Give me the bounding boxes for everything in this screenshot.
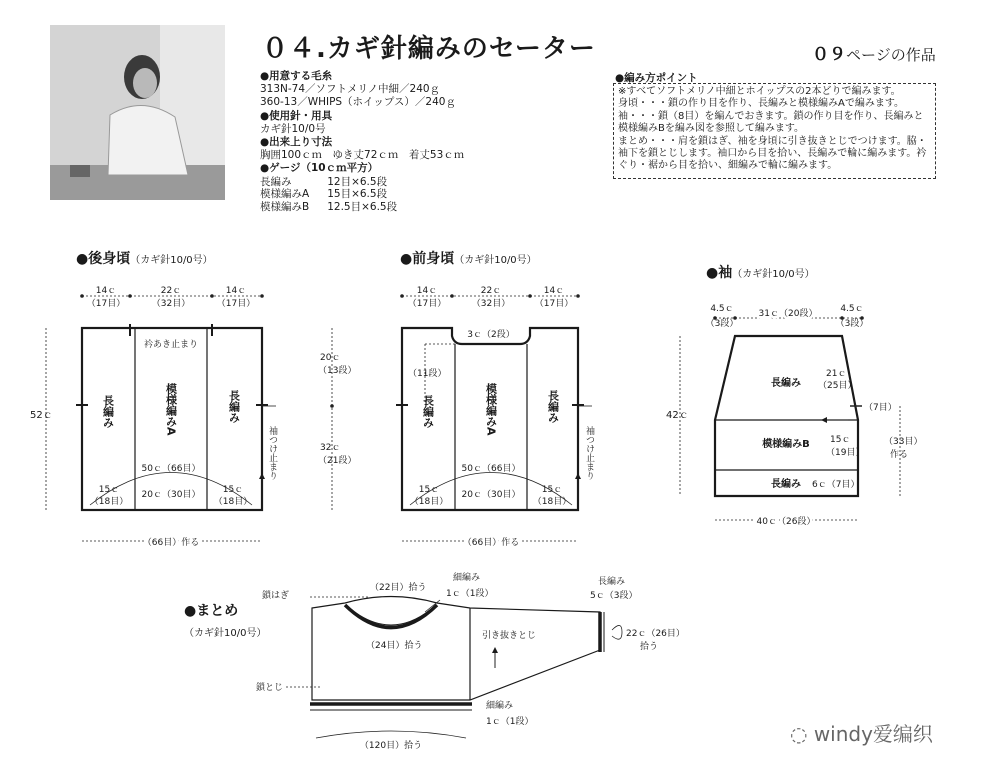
front-lower-height: 32ｃ <box>320 443 341 453</box>
back-width-left-stitches: （17目） <box>86 299 126 309</box>
front-bottom-right: 15ｃ <box>541 485 563 495</box>
assembly-hosoami-bottom: 細編み <box>486 701 514 711</box>
sleeve-rows-make: （33目） <box>884 437 923 447</box>
back-heading-text: ●後身頃 <box>76 251 131 267</box>
assembly-needle: （カギ針10/0号） <box>184 628 267 639</box>
back-height: 52ｃ <box>30 410 53 421</box>
back-bottom-left: 15ｃ <box>98 485 120 495</box>
sleeve-top-left: 4.5ｃ <box>710 304 734 314</box>
back-bottom-mid: 20ｃ（30目） <box>141 490 201 500</box>
back-panel-right: 長編み <box>227 390 241 423</box>
back-width-right: 14ｃ <box>225 286 247 296</box>
gauge-heading: ●ゲージ（10ｃｍ平方） <box>260 162 379 175</box>
back-width-left: 14ｃ <box>95 286 117 296</box>
sleeve-top-left-rows: （3段） <box>705 319 739 329</box>
back-cast-on: （66目）作る <box>142 538 200 548</box>
front-width-right-stitches: （17目） <box>534 299 574 309</box>
sleeve-make: 作る <box>890 450 909 460</box>
size-text: 胸囲100ｃｍ ゆき丈72ｃｍ 着丈53ｃｍ <box>260 149 465 162</box>
front-panel-left: 長編み <box>421 395 435 428</box>
assembly-hosoami-bottom-rows: 1ｃ（1段） <box>486 717 534 727</box>
gauge-value: 12.5目×6.5段 <box>327 200 398 213</box>
yarn-line-2: 360-13／WHIPS（ホイップス）／240ｇ <box>260 96 456 109</box>
points-box: ※すべてソフトメリノ中細とホイップスの2本どりで編みます。 身頃・・・鎖の作り目を作り、長編みと模様編みAで編みます。 袖・・・鎖（8目）を編んでおきます。鎖の作り目を作り、長編みと模様編みBを編み図を参照して編みます。 まとめ・・・肩を鎖はぎ、袖を身頃に引き抜きとじでつけます。脇・袖下を鎖とじします。袖口から目を拾い、長編みで輪に編みます。衿ぐり・裾から目を拾い、細編みで輪に編みます。 <box>613 83 936 179</box>
assembly-cuff: 22ｃ（26目） <box>626 629 685 639</box>
size-heading: ●出来上り寸法 <box>260 136 333 149</box>
back-neck-stop: 衿あき止まり <box>143 340 199 350</box>
sleeve-mid-height: 15ｃ <box>830 435 851 445</box>
assembly-diagram <box>256 571 685 751</box>
assembly-chouami: 長編み <box>598 577 626 587</box>
yarn-line-1: 313N-74／ソフトメリノ中細／240ｇ <box>260 83 441 96</box>
sleeve-height: 42ｃ <box>666 410 689 421</box>
assembly-hikinuki: 引き抜きとじ <box>482 631 537 641</box>
assembly-chouami-rows: 5ｃ（3段） <box>590 591 638 601</box>
front-width-left-stitches: （17目） <box>407 299 447 309</box>
sleeve-bottom-right: 6ｃ（7目） <box>812 480 860 490</box>
watermark <box>790 718 933 747</box>
sleeve-top-right-rows: （3段） <box>835 319 869 329</box>
back-sleeve-stop: 袖つけ止まり <box>267 426 277 480</box>
front-bottom-total: 50ｃ（66目） <box>461 464 521 474</box>
front-bottom-left-stitches: （18目） <box>409 497 449 507</box>
assembly-kusari-hagi: 鎖はぎ <box>262 591 290 601</box>
sleeve-pattern-b: 模様編みB <box>762 439 810 450</box>
tools-text: カギ針10/0号 <box>260 122 326 135</box>
sleeve-mid-rows: （19目） <box>826 448 865 458</box>
assembly-hosoami-top: 細編み <box>453 573 481 583</box>
gauge-value: 15目×6.5段 <box>327 188 388 201</box>
back-width-mid: 22ｃ <box>160 286 182 296</box>
page-number: ０９ <box>812 45 846 65</box>
back-bottom-left-stitches: （18目） <box>89 497 129 507</box>
sleeve-top-mid: 31ｃ（20段） <box>758 309 818 319</box>
gauge-name: 長編み <box>260 175 292 188</box>
back-needle: （カギ針10/0号） <box>130 255 213 266</box>
front-panel-right: 長編み <box>546 390 560 423</box>
gauge-value: 12目×6.5段 <box>327 175 388 188</box>
back-panel-mid: 模様編みA <box>164 383 178 436</box>
front-width-mid-stitches: （32目） <box>471 299 511 309</box>
sleeve-needle: （カギ針10/0号） <box>732 269 815 280</box>
front-bottom-mid: 20ｃ（30目） <box>461 490 521 500</box>
front-cast-on: （66目）作る <box>462 538 520 548</box>
back-width-mid-stitches: （32目） <box>151 299 191 309</box>
sleeve-section-bottom: 長編み <box>771 479 801 490</box>
back-bottom-total: 50ｃ（66目） <box>141 464 201 474</box>
front-width-mid: 22ｃ <box>480 286 502 296</box>
assembly-hosoami-top-rows: 1ｃ（1段） <box>446 589 494 599</box>
tools-heading: ●使用針・用具 <box>260 109 333 122</box>
front-bottom-right-stitches: （18目） <box>532 497 572 507</box>
front-heading-text: ●前身頃 <box>400 251 455 267</box>
points-heading: ●編み方ポイント <box>615 72 698 84</box>
front-width-right: 14ｃ <box>543 286 565 296</box>
front-lower-rows: （21段） <box>318 456 357 466</box>
sleeve-width: 40ｃ（26段） <box>756 517 816 527</box>
sleeve-top-right: 4.5ｃ <box>840 304 864 314</box>
gauge-name: 模様編みA <box>260 188 310 201</box>
wechat-icon: ◌ <box>790 722 808 746</box>
sleeve-section-top: 長編み <box>771 378 801 389</box>
sleeve-outline <box>715 336 858 496</box>
yarn-heading: ●用意する毛糸 <box>260 70 333 82</box>
front-upper-height: 20ｃ <box>320 353 341 363</box>
front-sleeve-stop: 袖つけ止まり <box>584 426 594 480</box>
front-neck-rows: （11段） <box>408 369 447 379</box>
front-panel-mid: 模様編みA <box>484 383 498 436</box>
assembly-hem-pick: （120目）拾う <box>359 741 423 751</box>
front-upper-rows: （13段） <box>318 366 357 376</box>
assembly-neck-front-pick: （24目）拾う <box>366 641 423 651</box>
watermark-text: windy爱编织 <box>813 722 933 746</box>
back-panel-left: 長編み <box>101 395 115 428</box>
back-width-right-stitches: （17目） <box>216 299 256 309</box>
gauge-name: 模様編みB <box>260 200 310 213</box>
assembly-kusari-toji: 鎖とじ <box>256 683 284 693</box>
sleeve-diagram <box>666 304 922 527</box>
sleeve-upper-height: 21ｃ <box>826 369 847 379</box>
assembly-cuff-pick: 拾う <box>640 642 659 652</box>
sleeve-seven-stitches: （7目） <box>864 403 897 413</box>
front-neck-depth: 3ｃ（2段） <box>467 330 515 340</box>
page-reference-text: ページの作品 <box>846 46 936 64</box>
sleeve-heading-text: ●袖 <box>706 265 733 281</box>
back-body-diagram <box>30 286 278 548</box>
assembly-heading-text: ●まとめ <box>184 603 239 619</box>
front-width-left: 14ｃ <box>416 286 438 296</box>
front-needle: （カギ針10/0号） <box>454 255 537 266</box>
front-body-diagram <box>318 286 595 548</box>
assembly-neck-pick: （22目）拾う <box>370 583 427 593</box>
sleeve-upper-rows: （25目） <box>818 381 857 391</box>
back-bottom-right: 15ｃ <box>222 485 244 495</box>
front-bottom-left: 15ｃ <box>418 485 440 495</box>
back-bottom-right-stitches: （18目） <box>213 497 253 507</box>
page-title: ０４.カギ針編みのセーター <box>262 34 596 64</box>
